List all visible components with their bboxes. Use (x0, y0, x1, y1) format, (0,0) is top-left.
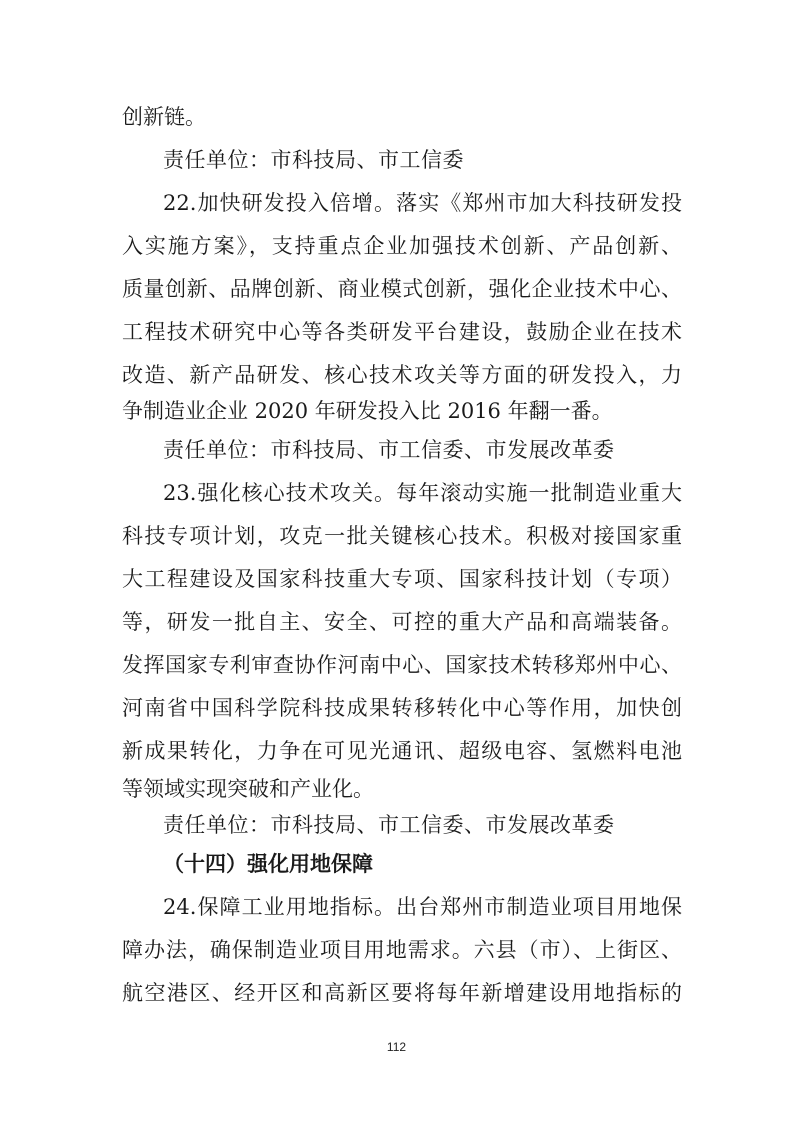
page-number: 112 (386, 1040, 407, 1054)
paragraph-22-line: 争制造业企业 2020 年研发投入比 2016 年翻一番。 (122, 399, 613, 423)
paragraph-23-line: 等领域实现突破和产业化。 (122, 777, 374, 801)
paragraph-23-line: 23.强化核心技术攻关。每年滚动实施一批制造业重大 (163, 481, 682, 505)
responsible-units-line: 责任单位：市科技局、市工信委 (163, 148, 464, 172)
responsible-units-line: 责任单位：市科技局、市工信委、市发展改革委 (163, 813, 615, 837)
paragraph-23-line: 河南省中国科学院科技成果转移转化中心等作用，加快创 (122, 696, 682, 720)
section-heading: （十四）强化用地保障 (163, 851, 373, 876)
paragraph-line: 创新链。 (122, 105, 206, 129)
paragraph-23-line: 科技专项计划，攻克一批关键核心技术。积极对接国家重 (122, 524, 682, 548)
paragraph-24-line: 障办法，确保制造业项目用地需求。六县（市）、上街区、 (122, 938, 682, 962)
paragraph-22-line: 工程技术研究中心等各类研发平台建设，鼓励企业在技术 (122, 320, 682, 344)
paragraph-22-line: 改造、新产品研发、核心技术攻关等方面的研发投入，力 (122, 363, 682, 387)
responsible-units-line: 责任单位：市科技局、市工信委、市发展改革委 (163, 438, 615, 462)
paragraph-24-line: 航空港区、经开区和高新区要将每年新增建设用地指标的 (122, 981, 682, 1005)
paragraph-23-line: 新成果转化，力争在可见光通讯、超级电容、氢燃料电池 (122, 739, 682, 763)
paragraph-23-line: 大工程建设及国家科技重大专项、国家科技计划（专项） (122, 567, 682, 591)
paragraph-23-line: 发挥国家专利审查协作河南中心、国家技术转移郑州中心、 (122, 653, 682, 677)
paragraph-22-line: 入实施方案》，支持重点企业加强技术创新、产品创新、 (122, 234, 682, 258)
paragraph-23-line: 等，研发一批自主、安全、可控的重大产品和高端装备。 (122, 610, 682, 634)
paragraph-24-line: 24.保障工业用地指标。出台郑州市制造业项目用地保 (163, 895, 682, 919)
paragraph-22-line: 质量创新、品牌创新、商业模式创新，强化企业技术中心、 (122, 277, 682, 301)
paragraph-22-line: 22.加快研发投入倍增。落实《郑州市加大科技研发投 (163, 191, 682, 215)
